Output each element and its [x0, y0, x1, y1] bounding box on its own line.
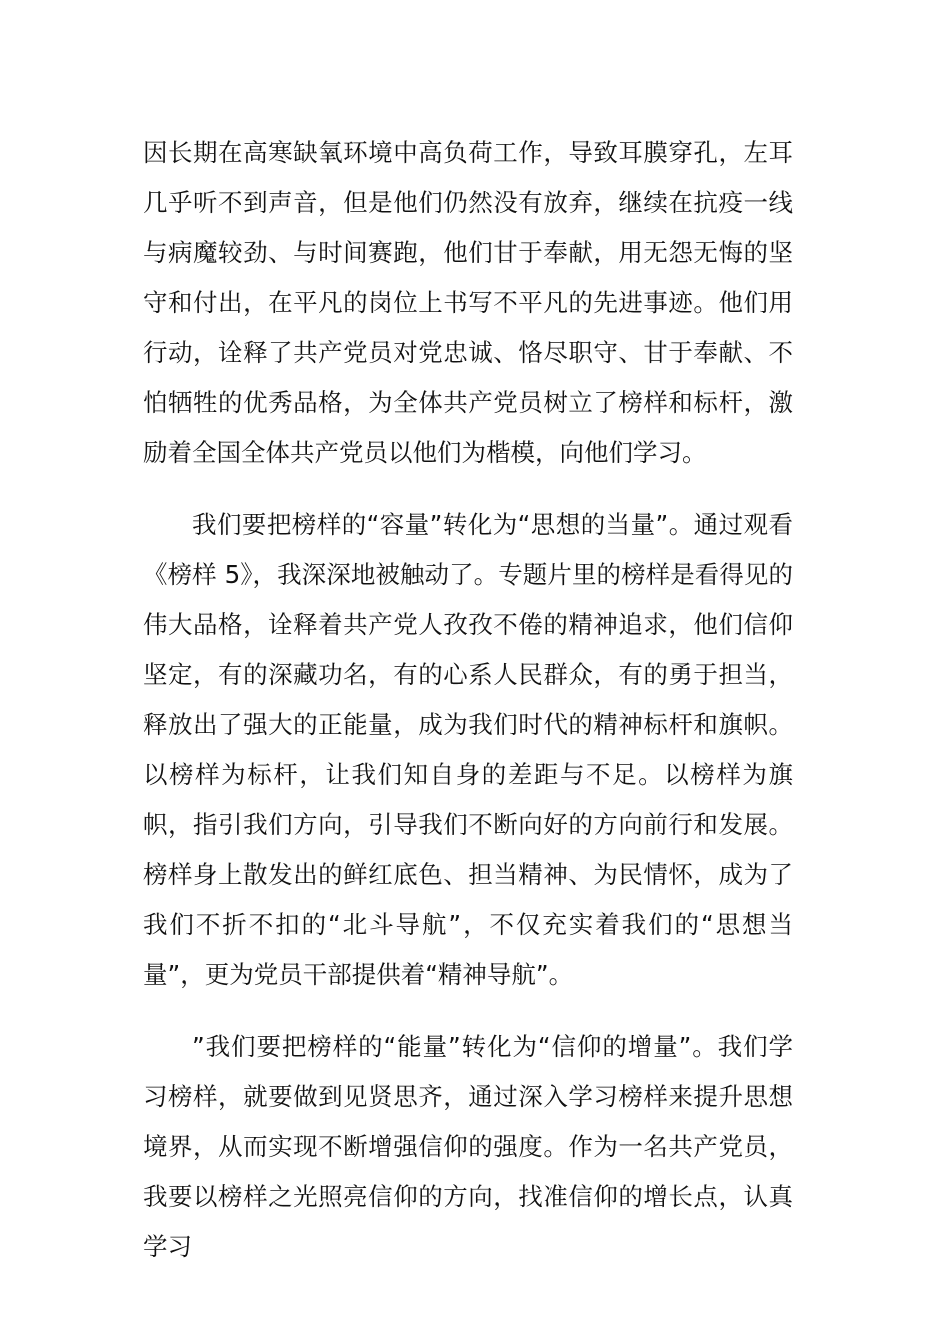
document-body	[143, 128, 793, 1272]
paragraph-2: 我们要把榜样的“容量”转化为“思想的当量”。通过观看《榜样 5》，我深深地被触动了。专题片里的榜样是看得见的伟大品格，诠释着共产党人孜孜不倦的精神追求，他们信仰坚定，有的深藏功名，有的心系人民群众，有的勇于担当，释放出了强大的正能量，成为我们时代的精神标杆和旗帜。以榜样为标杆，让我们知自身的差距与不足。以榜样为旗帜，指引我们方向，引导我们不断向好的方向前行和发展。榜样身上散发出的鲜红底色、担当精神、为民情怀，成为了我们不折不扣的“北斗导航”，不仅充实着我们的“思想当量”，更为党员干部提供着“精神导航”。	[143, 510, 793, 989]
paragraph-3: ”我们要把榜样的“能量”转化为“信仰的增量”。我们学习榜样，就要做到见贤思齐，通过深入学习榜样来提升思想境界，从而实现不断增强信仰的强度。作为一名共产党员，我要以榜样之光照亮信仰的方向，找准信仰的增长点，认真学习	[143, 1032, 793, 1261]
paragraph-1: 因长期在高寒缺氧环境中高负荷工作，导致耳膜穿孔，左耳几乎听不到声音，但是他们仍然没有放弃，继续在抗疫一线与病魔较劲、与时间赛跑，他们甘于奉献，用无怨无悔的坚守和付出，在平凡的岗位上书写不平凡的先进事迹。他们用行动，诠释了共产党员对党忠诚、恪尽职守、甘于奉献、不怕牺牲的优秀品格，为全体共产党员树立了榜样和标杆，激励着全国全体共产党员以他们为楷模，向他们学习。	[143, 138, 793, 467]
